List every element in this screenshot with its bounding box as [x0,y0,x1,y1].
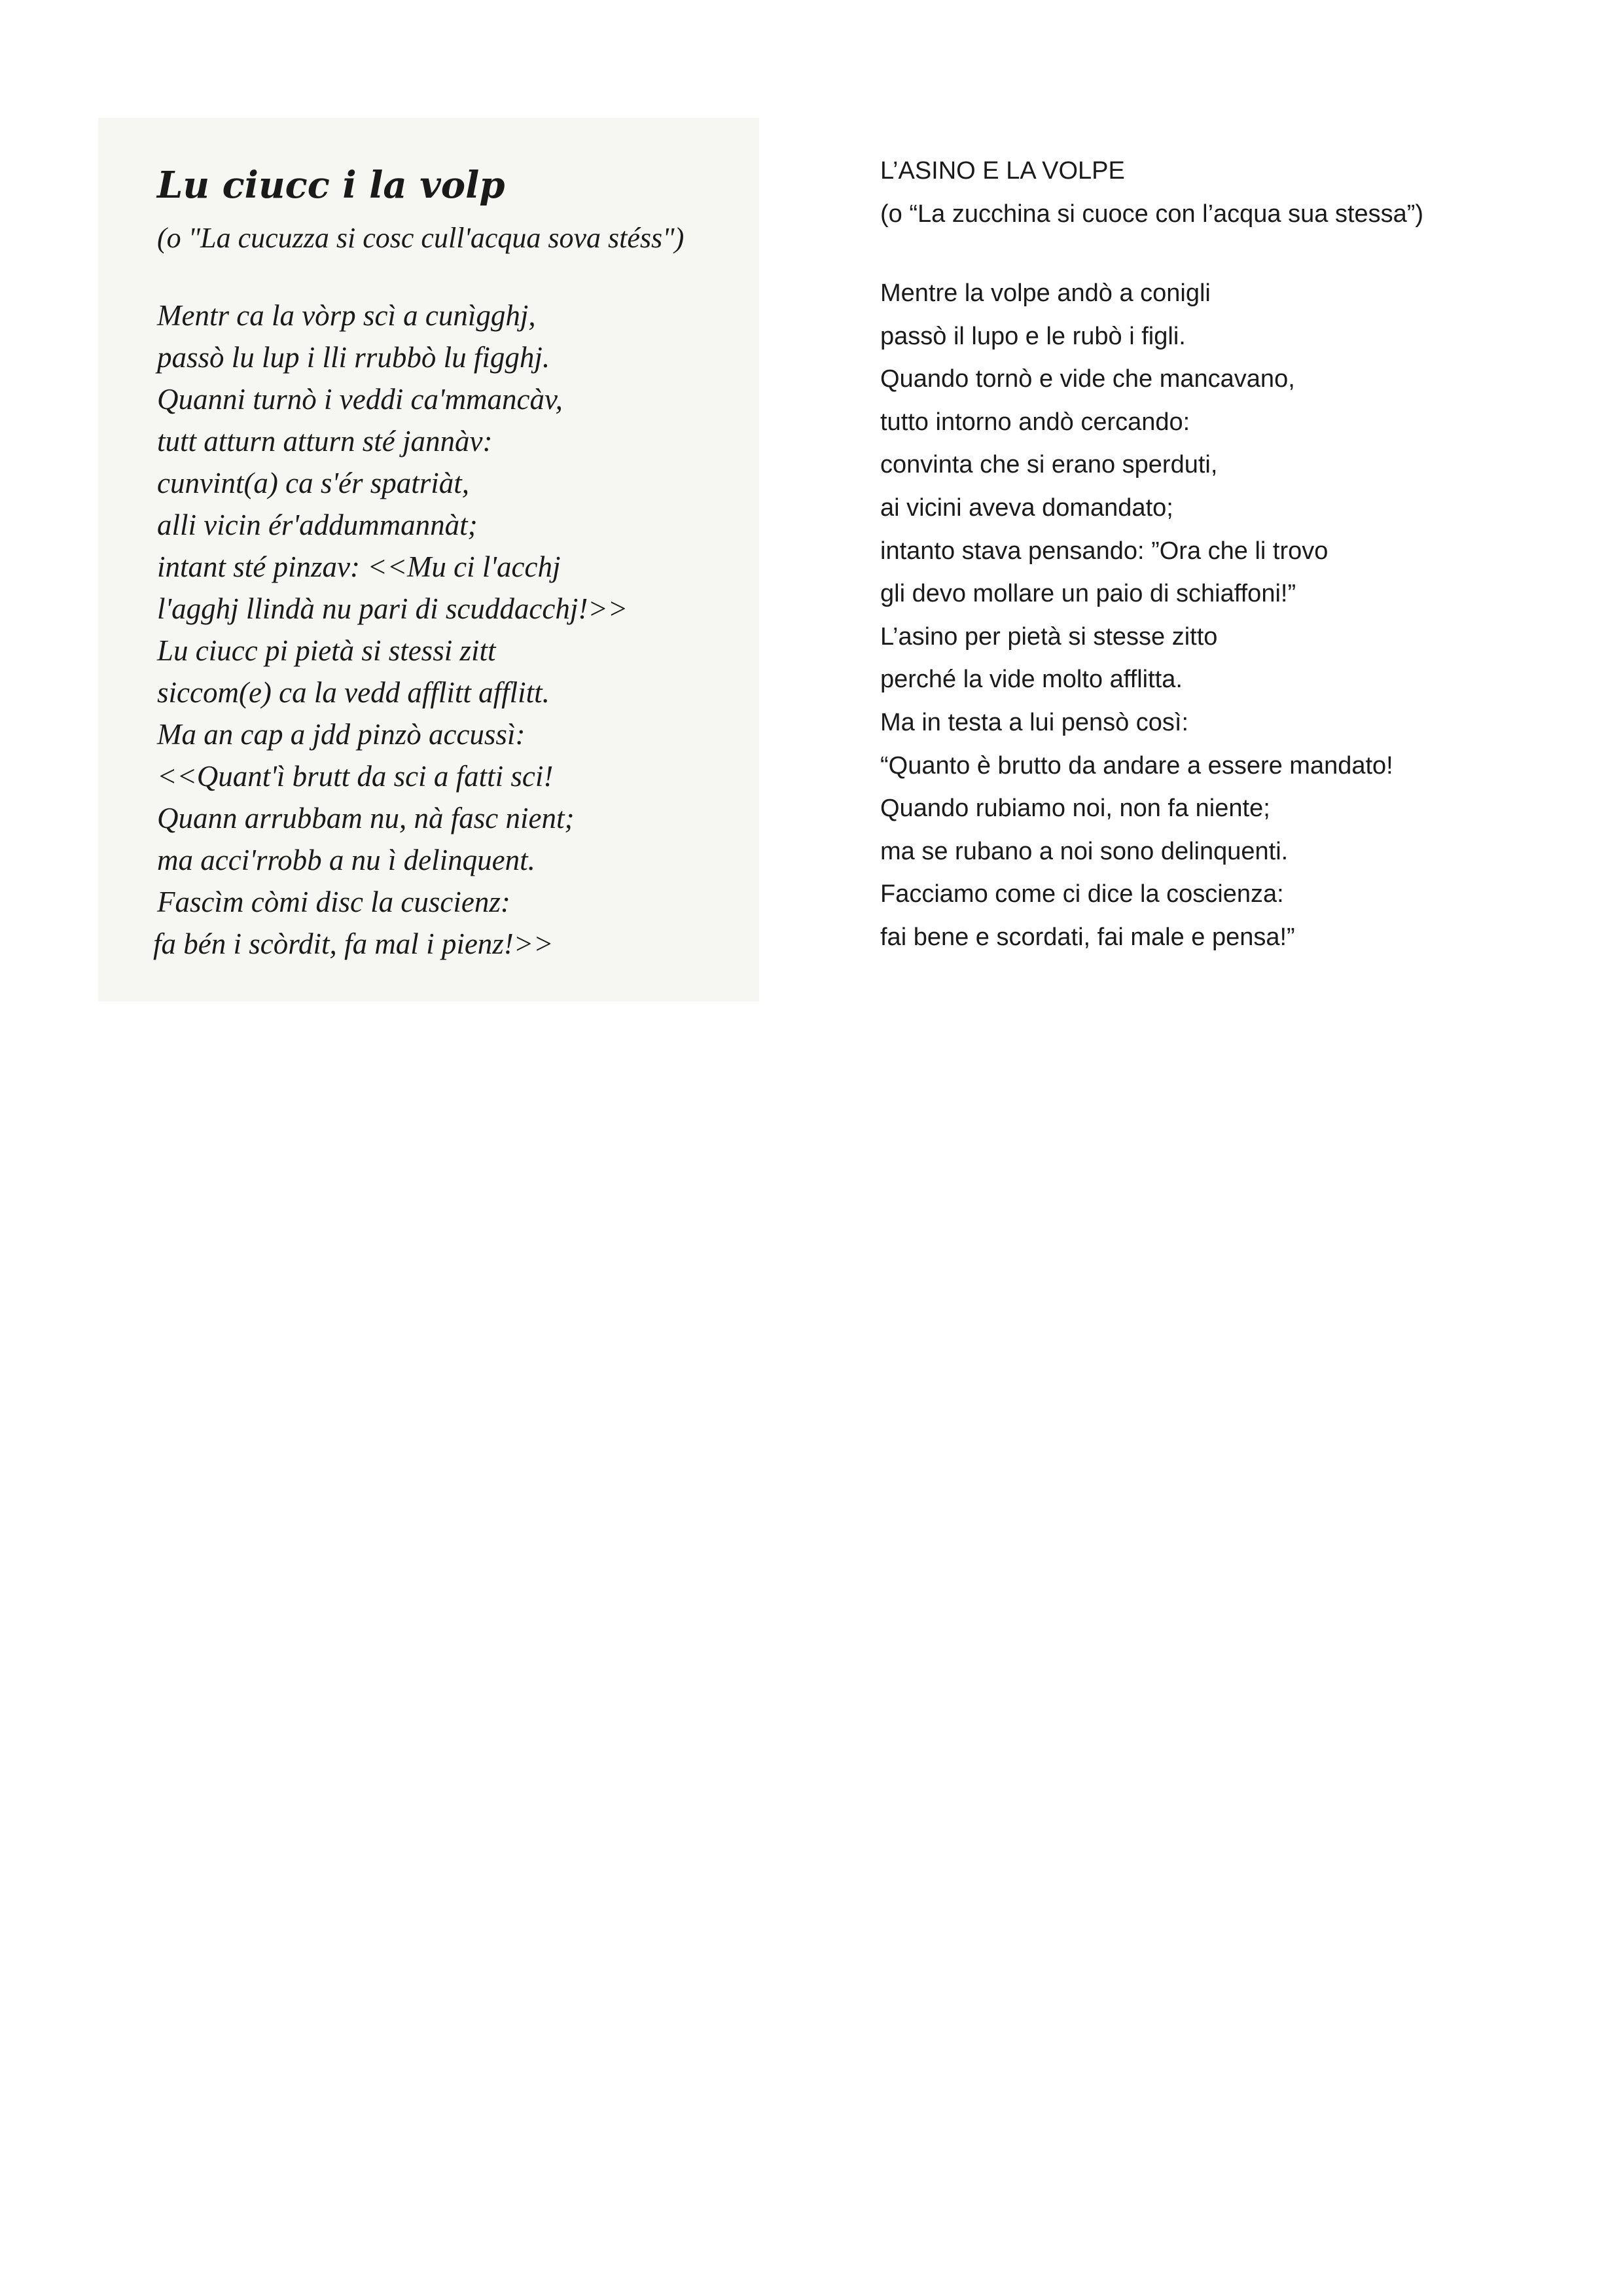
dialect-verse: Lu ciucc pi pietà si stessi zitt [157,634,496,667]
translation-subtitle: (o “La zucchina si cuoce con l’acqua sua stessa”) [880,200,1424,228]
dialect-verse: Quanni turnò i veddi ca'mmancàv, [157,383,563,416]
scanned-poem-image [98,118,759,1001]
translation-verse: ma se rubano a noi sono delinquenti. [880,837,1289,865]
dialect-poem-title: Lu ciucc i la volp [157,164,505,207]
dialect-poem-subtitle: (o "La cucuzza si cosc cull'acqua sova stéss") [157,222,685,254]
dialect-poem-verses [153,295,628,965]
dialect-verse: <<Quant'ì brutt da sci a fatti sci! [157,760,554,793]
translation-verse: L’asino per pietà si stesse zitto [880,622,1218,651]
dialect-verse: siccom(e) ca la vedd afflitt afflitt. [157,676,550,709]
translation-verse: ai vicini aveva domandato; [880,493,1173,522]
translation-title: L’ASINO E LA VOLPE [880,157,1125,185]
dialect-verse: alli vicin ér'addummannàt; [157,509,478,541]
translation-verses [880,272,1535,960]
translation-verse: passò il lupo e le rubò i figli. [880,322,1186,350]
translation-verse: fai bene e scordati, fai male e pensa!” [880,923,1295,951]
translation-verse: tutto intorno andò cercando: [880,408,1190,436]
translation-verse: “Quanto è brutto da andare a essere mandato! [880,751,1393,780]
translation-verse: Quando tornò e vide che mancavano, [880,365,1295,393]
translation-verse: Facciamo come ci dice la coscienza: [880,880,1284,908]
translation-verse: Ma in testa a lui pensò così: [880,708,1189,736]
dialect-verse: Quann arrubbam nu, nà fasc nient; [157,802,575,834]
dialect-verse: Mentr ca la vòrp scì a cunìgghj, [157,299,536,332]
dialect-verse: Ma an cap a jdd pinzò accussì: [157,718,526,751]
italian-translation [880,149,1535,960]
dialect-verse: ma acci'rrobb a nu ì delinquent. [157,844,535,876]
dialect-verse: tutt atturn atturn sté jannàv: [157,425,493,457]
translation-verse: Quando rubiamo noi, non fa niente; [880,795,1270,823]
dialect-verse: intant sté pinzav: <<Mu ci l'acchj [157,550,561,583]
translation-verse: convinta che si erano sperduti, [880,451,1218,479]
translation-verse: Mentre la volpe andò a conigli [880,279,1211,307]
dialect-verse: fa bén i scòrdit, fa mal i pienz!>> [153,927,554,960]
dialect-verse: cunvint(a) ca s'ér spatriàt, [157,467,470,499]
dialect-verse: l'agghj llindà nu pari di scuddacchj!>> [157,592,628,625]
translation-verse: perché la vide molto afflitta. [880,666,1183,694]
translation-verse: gli devo mollare un paio di schiaffoni!” [880,580,1296,608]
translation-verse: intanto stava pensando: ”Ora che li trovo [880,537,1329,565]
dialect-verse: passò lu lup i lli rrubbò lu figghj. [157,341,550,374]
dialect-verse: Fascìm còmi disc la cuscienz: [157,886,510,918]
